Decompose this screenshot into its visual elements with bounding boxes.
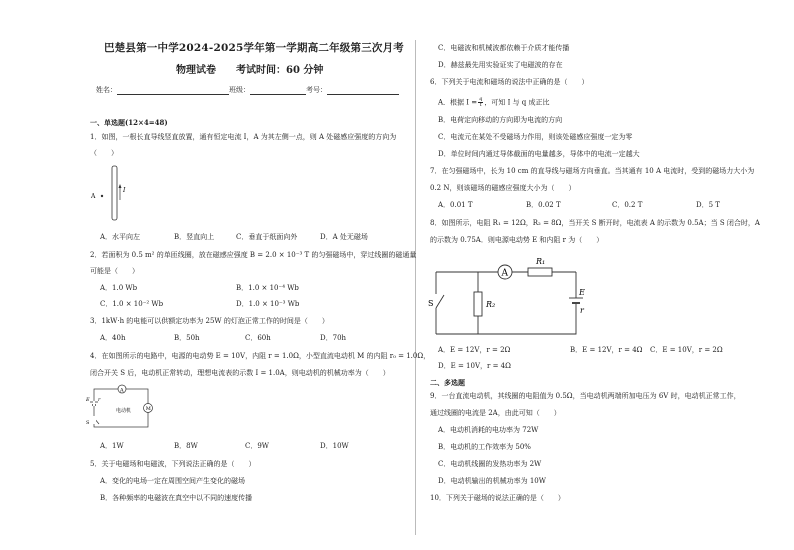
q6-option-a[interactable]: [438, 97, 550, 108]
q8-r1-label: R₁: [536, 257, 546, 266]
straight-wire: [112, 166, 117, 220]
q1-option-c[interactable]: C．垂直于纸面向外: [236, 233, 298, 241]
q4-option-d[interactable]: D．10W: [320, 442, 349, 450]
resistance-label: r: [98, 397, 101, 403]
q1-option-d[interactable]: D．A 处无磁场: [320, 233, 368, 241]
q7-option-a[interactable]: A．0.01 T: [438, 201, 473, 209]
q6-stem: 6．下列关于电流和磁场的说法中正确的是（ ）: [430, 78, 589, 86]
q2-stem-line1: 2．若面积为 0.5 m² 的单匝线圈，放在磁感应强度 B = 2.0 × 10⁻³ T 的匀强磁场中，穿过线圈的磁通量: [90, 251, 417, 259]
q5-option-d[interactable]: D．赫兹最先用实验证实了电磁波的存在: [438, 61, 563, 69]
q1-wire-figure: [88, 160, 138, 226]
q1-option-b[interactable]: B．竖直向上: [174, 233, 215, 241]
q9-option-d[interactable]: D．电动机输出的机械功率为 10W: [438, 477, 546, 485]
q2-option-a[interactable]: A．1.0 Wb: [100, 284, 138, 292]
q9-option-b[interactable]: B．电动机的工作效率为 50%: [438, 443, 531, 451]
q1-stem-line2: （ ）: [90, 149, 118, 157]
q2-stem-line2: 可能是（ ）: [90, 267, 139, 275]
motor-label: M: [145, 406, 151, 412]
student-info-row: [96, 86, 399, 95]
column-divider: [415, 40, 416, 535]
q8-resistance-label: r: [580, 306, 584, 315]
switch-label: S: [86, 420, 90, 426]
q8-switch-label: S: [428, 299, 434, 308]
q2-option-b[interactable]: B．1.0 × 10⁻⁴ Wb: [236, 284, 299, 292]
q10-stem: 10．下列关于磁场的说法正确的是（ ）: [430, 494, 565, 502]
q7-option-d[interactable]: D．5 T: [696, 201, 720, 209]
q4-option-c[interactable]: C．9W: [245, 442, 270, 450]
q8-stem-line1: 8．如图所示，电阻 R₁ = 12Ω，R₂ = 8Ω，当开关 S 断开时，电流表 A 的示数为 0.5A；当 S 闭合时，A: [430, 219, 760, 227]
q6-option-a-prefix: A．根据 I =: [438, 98, 478, 107]
current-label: I: [123, 187, 126, 194]
q9-stem-line1: 9．一台直流电动机，其线圈的电阻值为 0.5Ω，当电动机两端所加电压为 6V 时，电动机正常工作，: [430, 392, 741, 400]
q3-option-a[interactable]: A．40h: [100, 334, 126, 342]
q9-stem-line2: 通过线圈的电流是 2A，由此可知（ ）: [430, 409, 561, 417]
class-label: 班级：: [229, 86, 250, 94]
q8-ammeter-label: A: [501, 268, 508, 279]
number-field[interactable]: [327, 87, 399, 95]
q6-option-a-suffix: ，可知 I 与 q 成正比: [484, 98, 550, 107]
q5-option-b[interactable]: B．各种频率的电磁波在真空中以不同的速度传播: [100, 494, 253, 502]
q4-stem-line1: 4．在如图所示的电路中，电源的电动势 E = 10V，内阻 r = 1.0Ω，小型直流电动机 M 的内阻 r₀ = 1.0Ω，: [90, 352, 431, 360]
q5-option-c[interactable]: C．电磁波和机械波都依赖于介质才能传播: [438, 44, 570, 52]
q6-fraction-den: t: [479, 102, 482, 108]
name-label: 姓名：: [96, 86, 117, 94]
q4-stem-line2: 闭合开关 S 后，电动机正常转动，理想电流表的示数 I = 1.0A，则电动机的机械功率为（ ）: [90, 369, 390, 377]
ammeter-label: A: [120, 387, 124, 394]
q3-option-b[interactable]: B．50h: [174, 334, 200, 342]
q6-option-d[interactable]: D．单位时间内通过导体截面的电量越多，导体中的电流一定越大: [438, 150, 640, 158]
q2-option-d[interactable]: D．1.0 × 10⁻³ Wb: [236, 300, 300, 308]
q7-option-c[interactable]: C．0.2 T: [612, 201, 643, 209]
q6-fraction-num: q: [479, 96, 483, 102]
q9-option-a[interactable]: A．电动机消耗的电功率为 72W: [438, 426, 539, 434]
q8-stem-line2: 的示数为 0.75A．则电源电动势 E 和内阻 r 为（ ）: [430, 236, 604, 244]
q8-option-c[interactable]: C．E = 10V，r = 2Ω: [650, 346, 723, 354]
motor-text: 电动机: [116, 408, 132, 414]
q4-option-a[interactable]: A．1W: [100, 442, 124, 450]
q7-stem-line1: 7．在匀强磁场中，长为 10 cm 的直导线与磁场方向垂直。当其通有 10 A 电流时，受到的磁场力大小为: [430, 167, 755, 175]
q1-stem-line1: 1．如图，一根长直导线竖直放置，通有恒定电流 I，A 为其左侧一点，则 A 处磁感应强度的方向为: [90, 133, 397, 141]
q4-option-b[interactable]: B．8W: [174, 442, 198, 450]
q4-circuit-figure: [86, 380, 156, 436]
q1-option-a[interactable]: A．水平向左: [100, 233, 141, 241]
exam-subtitle: 物理试卷 考试时间：60 分钟: [176, 65, 324, 76]
section-multi-choice-title: 二、多选题: [430, 378, 465, 387]
q3-stem: 3．1kW·h 的电能可以供额定功率为 25W 的灯泡正常工作的时间是（ ）: [90, 317, 329, 325]
number-label: 考号：: [306, 86, 327, 94]
battery-gap: [93, 401, 95, 406]
q8-option-b[interactable]: B．E = 12V，r = 4Ω: [570, 346, 643, 354]
q8-emf-label: E: [579, 288, 585, 297]
q6-fraction: [478, 97, 483, 108]
exam-title: 巴楚县第一中学2024-2025学年第一学期高二年级第三次月考: [104, 42, 405, 54]
point-a-label: A: [91, 193, 96, 200]
switch-gap: [92, 416, 96, 424]
q2-option-c[interactable]: C．1.0 × 10⁻² Wb: [100, 300, 164, 308]
q7-option-b[interactable]: B．0.02 T: [526, 201, 561, 209]
q8-resistor-r1: [528, 268, 552, 276]
emf-label: E: [86, 397, 90, 403]
q3-option-d[interactable]: D．70h: [320, 334, 347, 342]
q8-circuit-figure: [428, 250, 598, 340]
current-arrow-head: [119, 184, 122, 188]
q7-stem-line2: 0.2 N，则该磁场的磁感应强度大小为（ ）: [430, 184, 576, 192]
q5-stem: 5．关于电磁场和电磁波，下列说法正确的是（ ）: [90, 460, 256, 468]
name-field[interactable]: [117, 87, 229, 95]
q6-option-c[interactable]: C．电流元在某处不受磁场力作用，则该处磁感应强度一定为零: [438, 133, 633, 141]
q3-option-c[interactable]: C．60h: [245, 334, 271, 342]
q6-option-b[interactable]: B．电荷定向移动的方向即为电流的方向: [438, 116, 563, 124]
q8-r2-label: R₂: [486, 300, 496, 309]
class-field[interactable]: [250, 87, 306, 95]
q8-option-d[interactable]: D．E = 10V，r = 4Ω: [438, 362, 511, 370]
q5-option-a[interactable]: A．变化的电场一定在周围空间产生变化的磁场: [100, 477, 246, 485]
q8-resistor-r2: [474, 292, 482, 316]
point-a-dot: [101, 195, 103, 197]
section-single-choice-title: 一、单选题(12×4=48): [90, 118, 168, 127]
q8-option-a[interactable]: A．E = 12V，r = 2Ω: [438, 346, 511, 354]
q9-option-c[interactable]: C．电动机线圈的发热功率为 2W: [438, 460, 542, 468]
